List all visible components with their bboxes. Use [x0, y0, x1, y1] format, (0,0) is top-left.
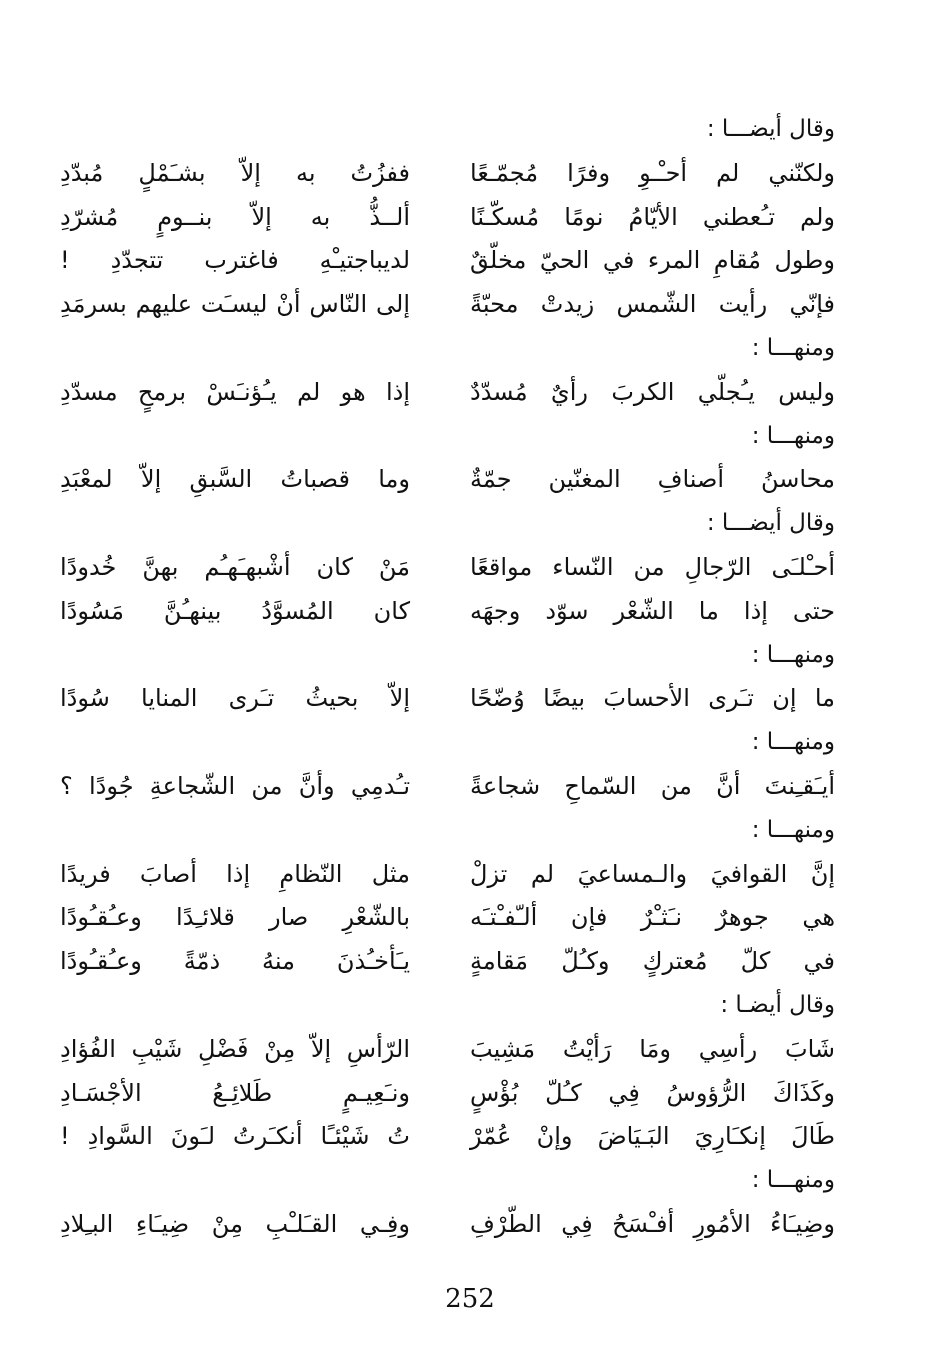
verse-line	[60, 197, 835, 237]
verse-line	[60, 240, 835, 280]
verse-line	[60, 547, 835, 587]
second-hemistich: ونـَعِيـمٍ طَلائِـعُ الأجْسَـادِ	[60, 1079, 410, 1107]
first-hemistich: هي جوهرٌ نـَثـْرٌ فإن ألـّفـْتـَه	[470, 903, 835, 931]
first-hemistich: أحـْلـَى الرّجالِ من النّساء مواقعًا	[470, 553, 835, 581]
second-hemistich: إذا هو لم يـُؤنـَسْ برمحٍ مسدّدِ	[60, 378, 410, 406]
page-number: 252	[445, 1284, 495, 1314]
first-hemistich: فإنّي رأيت الشّمس زيدتْ محبّةً	[470, 290, 835, 318]
first-hemistich: ولكنّني لم أحـْـوِ وفرًا مُجمّـعًا	[470, 159, 835, 187]
verse-line	[60, 153, 835, 193]
second-hemistich: كان المُسوَّدُ بينهـُنَّ مَسُودًا	[60, 597, 410, 625]
second-hemistich: لديباجتيـْهِ فاغترب تتجدّدِ !	[60, 246, 410, 274]
section-heading: ومنهـــا :	[751, 817, 835, 843]
second-hemistich: وفِـي القـَلـْبِ مِنْ ضِيـَاءِ البـِلادِ	[60, 1210, 410, 1238]
verse-line	[60, 1204, 835, 1244]
verse-line	[60, 1116, 835, 1156]
section-heading: وقال أيضـا :	[720, 992, 835, 1018]
section-heading: وقال أيضـــا :	[706, 510, 835, 536]
verse-line	[60, 459, 835, 499]
first-hemistich: أيـَقـِنتَ أنَّ من السّماحِ شجاعةً	[470, 772, 835, 800]
second-hemistich: إلى النّاس أنْ ليسـَت عليهم بسرمَدِ	[60, 290, 410, 318]
verse-line	[60, 1029, 835, 1069]
second-hemistich: مَنْ كان أشْبهـَهـُم بهنَّ خُدودًا	[60, 553, 410, 581]
second-hemistich: وما قصباتُ السَّبقِ إلاّ لمعْبَدِ	[60, 465, 410, 493]
section-heading: ومنهـــا :	[751, 1167, 835, 1193]
first-hemistich: محاسنُ أصنافِ المغنّين جمّةٌ	[470, 465, 835, 493]
verse-line	[60, 941, 835, 981]
second-hemistich: الرّأسِ إلاّ مِنْ فَضْلِ شَيْبِ الفُؤادِ	[60, 1035, 410, 1063]
second-hemistich: يـَأخـُذنَ منهُ ذمّةً وعـُقـُودًا	[60, 947, 410, 975]
second-hemistich: تـُدمِي وأنَّ من الشّجاعةِ جُودًا ؟	[60, 772, 410, 800]
verse-line	[60, 1073, 835, 1113]
section-heading: ومنهـــا :	[751, 729, 835, 755]
first-hemistich: حتى إذا ما الشّعْر سوّد وجهَه	[470, 597, 835, 625]
second-hemistich: تُ شَيْئـًا أنكـَرتُ لـَونَ السَّوادِ !	[60, 1122, 410, 1150]
first-hemistich: شَابَ رأسِي ومَا رَأيْتُ مَشِيبَ	[470, 1035, 835, 1063]
first-hemistich: طَالَ إنكـَارِيَ البَـيَاضَ وإنْ عُمّرْ	[470, 1122, 835, 1150]
first-hemistich: في كلّ مُعتركٍ وكـُلّ مَقامةٍ	[470, 947, 835, 975]
verse-line	[60, 678, 835, 718]
section-heading: ومنهـــا :	[751, 423, 835, 449]
verse-line	[60, 854, 835, 894]
first-hemistich: وطول مُقامِ المرء في الحيّ مخلّقٌ	[470, 246, 835, 274]
verse-line	[60, 284, 835, 324]
verse-line	[60, 897, 835, 937]
section-heading: وقال أيضـــا :	[706, 116, 835, 142]
second-hemistich: ألــذُّ به إلاّ بنــومٍ مُشرّدِ	[60, 203, 410, 231]
second-hemistich: مثل النّظامِ إذا أصابَ فريدًا	[60, 860, 410, 888]
first-hemistich: إنَّ القوافيَ والـمساعيَ لم تزلْ	[470, 860, 835, 888]
verse-line	[60, 591, 835, 631]
verse-line	[60, 766, 835, 806]
verse-line	[60, 372, 835, 412]
first-hemistich: وضِيـَاءُ الأمُورِ أفـْسَحُ فِي الطّرْفِ	[470, 1210, 835, 1238]
section-heading: ومنهـــا :	[751, 335, 835, 361]
first-hemistich: ولم تـُعطني الأيّامُ نومًا مُسكّـنًا	[470, 203, 835, 231]
second-hemistich: بالشّعْرِ صار قلائـِدًا وعـُقـُودًا	[60, 903, 410, 931]
first-hemistich: وكَذَاكَ الرُّؤوسُ فِي كـُلّ بُؤْسٍ	[470, 1079, 835, 1107]
second-hemistich: ففزُتُ به إلاّ بشـَمْلٍ مُبدّدِ	[60, 159, 410, 187]
first-hemistich: ما إن تـَرى الأحسابَ بيضًا وُضّحًا	[470, 684, 835, 712]
first-hemistich: وليس يـُجلّي الكربَ رأيٌ مُسدّدٌ	[470, 378, 835, 406]
second-hemistich: إلاّ بحيثُ تـَرى المنايا سُودًا	[60, 684, 410, 712]
section-heading: ومنهـــا :	[751, 642, 835, 668]
